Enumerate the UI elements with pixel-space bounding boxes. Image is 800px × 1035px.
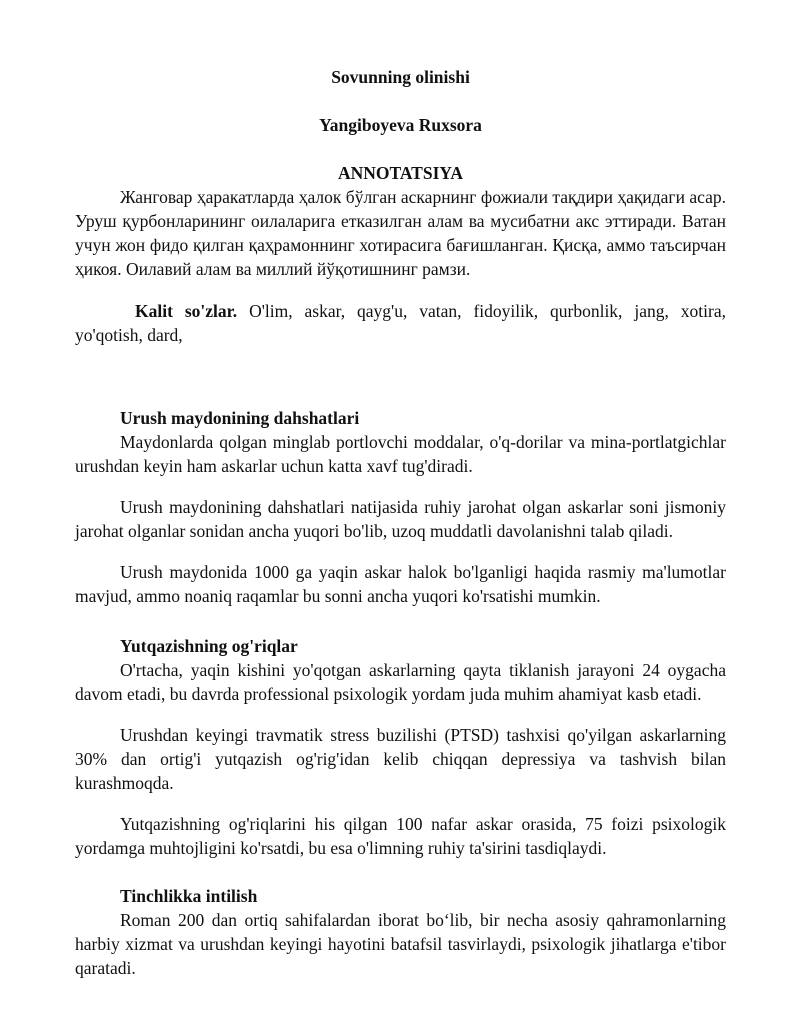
keywords-paragraph bbox=[75, 299, 726, 347]
abstract-paragraph: Жанговар ҳаракатларда ҳалок бўлган аскарнинг фожиали тақдири ҳақидаги асар. Уруш қурбонларининг оилаларига етказилган алам ва мусибатни акс эттиради. Ватан учун жон фидо қилган қаҳрамоннинг хотирасига бағишланган. Қисқа, аммо таъсирчан ҳикоя. Оилавий алам ва миллий йўқотишнинг рамзи. bbox=[75, 187, 726, 279]
section-paragraph: Yutqazishning og'riqlarini his qilgan 100 nafar askar orasida, 75 foizi psixologik yordamga muhtojligini ko'rsatdi, bu esa o'limning ruhiy ta'sirini tasdiqlaydi. bbox=[75, 814, 726, 858]
document-page bbox=[75, 0, 726, 980]
section-paragraph: Maydonlarda qolgan minglab portlovchi moddalar, o'q-dorilar va mina-portlatgichlar urushdan keyin ham askarlar uchun katta xavf tug'diradi. bbox=[75, 432, 726, 476]
author-name: Yangiboyeva Ruxsora bbox=[319, 115, 482, 135]
section-paragraph: Urush maydonida 1000 ga yaqin askar halok bo'lganligi haqida rasmiy ma'lumotlar mavjud, ammo noaniq raqamlar bu sonni ancha yuqori ko'rsatishi mumkin. bbox=[75, 562, 726, 606]
section-heading: Yutqazishning og'riqlar bbox=[120, 636, 298, 656]
keywords-label: Kalit so'zlar. bbox=[135, 301, 238, 321]
section-paragraph: O'rtacha, yaqin kishini yo'qotgan askarlarning qayta tiklanish jarayoni 24 oygacha davom etadi, bu davrda professional psixologik yordam juda muhim ahamiyat kasb etadi. bbox=[75, 660, 726, 704]
section-paragraph: Urush maydonining dahshatlari natijasida ruhiy jarohat olgan askarlar soni jismoniy jarohat olganlar sonidan ancha yuqori bo'lib, uzoq muddatli davolanishni talab qiladi. bbox=[75, 497, 726, 541]
annotation-heading: ANNOTATSIYA bbox=[337, 163, 464, 183]
section-heading: Urush maydonining dahshatlari bbox=[120, 408, 360, 428]
section-paragraph: Urushdan keyingi travmatik stress buzilishi (PTSD) tashxisi qo'yilgan askarlarning 30% dan ortig'i yutqazish og'rig'idan kelib chiqqan depressiya va tashvish bilan kurashmoqda. bbox=[75, 725, 726, 793]
section-heading: Tinchlikka intilish bbox=[120, 886, 258, 906]
keywords-text: O'lim, askar, qayg'u, vatan, fidoyilik, qurbonlik, jang, xotira, yo'qotish, dard, bbox=[75, 301, 726, 345]
section-paragraph: Roman 200 dan ortiq sahifalardan iborat bo‘lib, bir necha asosiy qahramonlarning harbiy xizmat va urushdan keyingi hayotini batafsil tasvirlaydi, psixologik jihatlarga e'tibor qaratadi. bbox=[75, 910, 726, 978]
document-title: Sovunning olinishi bbox=[331, 67, 470, 87]
